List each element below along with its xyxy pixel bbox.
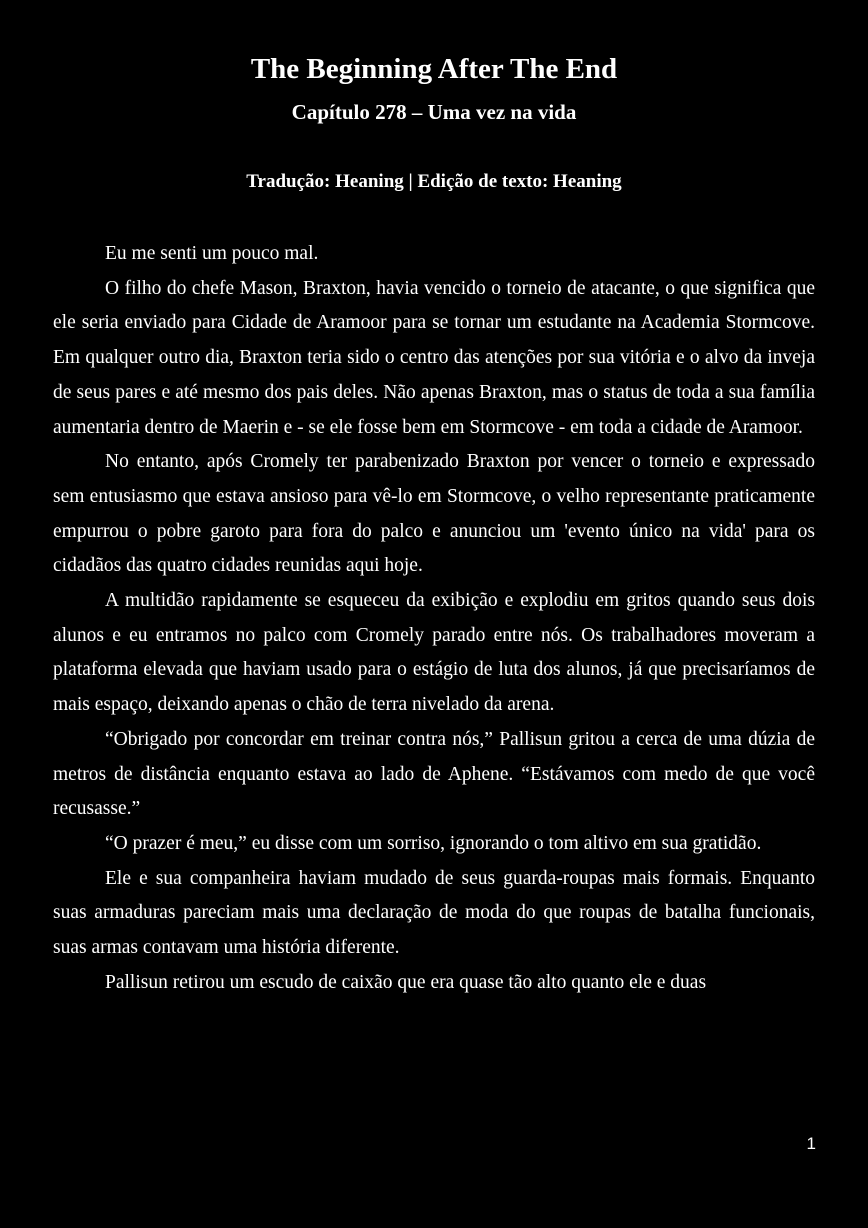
paragraph: A multidão rapidamente se esqueceu da exibição e explodiu em gritos quando seus dois alunos e eu entramos no palco com Cromely parado entre nós. Os trabalhadores moveram a plataforma elevada que haviam usado para o estágio de luta dos alunos, já que precisaríamos de mais espaço, deixando apenas o chão de terra nivelado da arena. — [53, 590, 815, 716]
book-title: The Beginning After The End — [250, 53, 618, 85]
paragraph: Pallisun retirou um escudo de caixão que era quase tão alto quanto ele e duas — [105, 971, 707, 993]
paragraph: Eu me senti um pouco mal. — [105, 243, 319, 264]
paragraph: “O prazer é meu,” eu disse com um sorriso, ignorando o tom altivo em sua gratidão. — [105, 832, 762, 854]
translation-credits: Tradução: Heaning | Edição de texto: Heaning — [246, 171, 622, 192]
paragraph: Ele e sua companheira haviam mudado de seus guarda-roupas mais formais. Enquanto suas armaduras pareciam mais uma declaração de moda do que roupas de batalha funcionais, suas armas contavam uma história diferente. — [53, 867, 815, 959]
page-number: 1 — [806, 1134, 816, 1153]
chapter-title: Capítulo 278 – Uma vez na vida — [291, 100, 577, 124]
paragraph: O filho do chefe Mason, Braxton, havia vencido o torneio de atacante, o que significa que ele seria enviado para Cidade de Aramoor para se tornar um estudante na Academia Stormcove. Em qualquer outro dia, Braxton teria sido o centro das atenções por sua vitória e o alvo da inveja de seus pares e até mesmo dos pais deles. Não apenas Braxton, mas o status de toda a sua família aumentaria dentro de Maerin e - se ele fosse bem em Stormcove - em toda a cidade de Aramoor. — [53, 277, 815, 438]
paragraph: “Obrigado por concordar em treinar contra nós,” Pallisun gritou a cerca de uma dúzia de metros de distância enquanto estava ao lado de Aphene. “Estávamos com medo de que você recusasse.” — [53, 728, 815, 820]
chapter-body — [53, 237, 815, 1000]
paragraph: No entanto, após Cromely ter parabenizado Braxton por vencer o torneio e expressado sem entusiasmo que estava ansioso para vê-lo em Stormcove, o velho representante praticamente empurrou o pobre garoto para fora do palco e anunciou um 'evento único na vida' para os cidadãos das quatro cidades reunidas aqui hoje. — [53, 451, 815, 577]
